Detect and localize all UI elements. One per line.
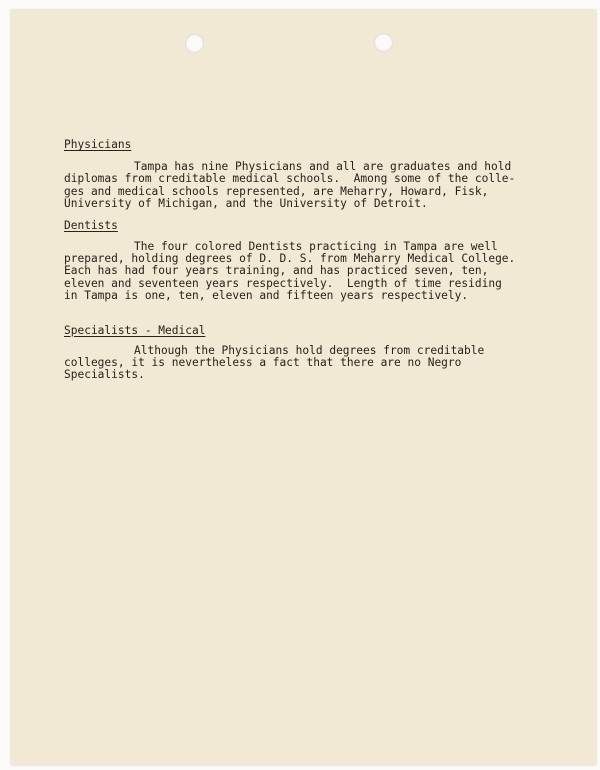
paragraph-line: diplomas from creditable medical schools. Among some of the colle- xyxy=(64,172,516,186)
punch-hole-left xyxy=(185,34,204,53)
section-paragraph-physicians xyxy=(64,161,554,211)
section-heading-physicians: Physicians xyxy=(64,138,132,151)
paragraph-line: in Tampa is one, ten, eleven and fifteen years respectively. xyxy=(64,289,469,303)
section-paragraph-specialists-medical xyxy=(64,345,554,382)
paragraph-line: Each has had four years training, and has practiced seven, ten, xyxy=(64,264,489,278)
paragraph-line: prepared, holding degrees of D. D. S. from Meharry Medical College. xyxy=(64,252,516,266)
section-paragraph-dentists xyxy=(64,241,554,303)
paragraph-line: ges and medical schools represented, are Meharry, Howard, Fisk, xyxy=(64,184,489,198)
paragraph-line: Tampa has nine Physicians and all are graduates and hold xyxy=(134,160,512,173)
document-page xyxy=(11,10,596,765)
paragraph-line: University of Michigan, and the University of Detroit. xyxy=(64,197,428,211)
section-heading-specialists-medical: Specialists - Medical xyxy=(64,323,206,337)
paragraph-line: Specialists. xyxy=(64,368,145,382)
punch-hole-right xyxy=(374,33,393,52)
paragraph-line: eleven and seventeen years respectively. Length of time residing xyxy=(64,276,502,290)
document-body xyxy=(64,138,554,382)
paragraph-line: Although the Physicians hold degrees from creditable xyxy=(134,343,485,357)
paragraph-line: The four colored Dentists practicing in Tampa are well xyxy=(134,239,498,253)
paragraph-line: colleges, it is nevertheless a fact that there are no Negro xyxy=(64,356,462,370)
section-heading-dentists: Dentists xyxy=(64,218,118,232)
